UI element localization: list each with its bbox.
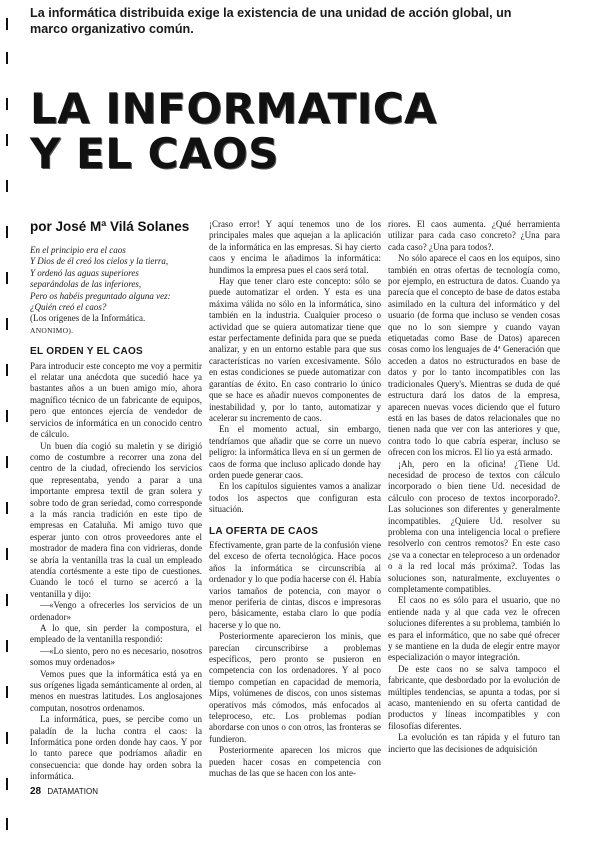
article-headline <box>30 86 550 176</box>
paragraph: Posteriormente aparecieron los minis, que parecían circunscribirse a problemas específicos, pero pronto se pusieron en competencia con los ordenadores. Y al poco tiempo competían en capacidad de memoria, Mips, volúmenes de discos, con unos sistemas operativos más cómodos, más enfocados al teleproceso, etc. Los problemas podían abordarse con unos o con otros, las fronteras se fundieron. <box>209 631 381 744</box>
paragraph: A lo que, sin perder la compostura, el empleado de la ventanilla respondió: <box>30 623 202 645</box>
paragraph: Un buen día cogió su maletín y se dirigió como de costumbre a recorrer una zona del centro de la ciudad, ofreciendo los servicios que representaba, yendo a parar a una importante empresa textil de gran solera y sobre todo de gran seriedad, como corresponde a la más rancia tradición en este tipo de empresas en Cataluña. Mi amigo tuvo que esperar junto con otros proveedores ante el mostrador de madera fina con vidrieras, donde se abría la ventanilla tras la cual un empleado atendía cortésmente a este tipo de cuestiones. Cuando le tocó el turno se acercó a la ventanilla y dijo: <box>30 440 202 599</box>
margin-mark <box>6 456 8 468</box>
column-2 <box>209 219 381 780</box>
paragraph: ¡Craso error! Y aquí tenemos uno de los principales males que aquejan a la aplicación de la informática en las empresas. Si hay cierto caos y encima le añadimos la informática: hundimos la empresa pues el caos será total. <box>209 219 381 275</box>
margin-mark <box>6 778 8 790</box>
paragraph: —«Lo siento, pero no es necesario, nosotros somos muy ordenados» <box>30 645 202 668</box>
margin-mark <box>6 180 8 192</box>
margin-mark <box>6 98 8 110</box>
paragraph: —«Vengo a ofrecerles los servicios de un ordenador» <box>30 600 202 622</box>
paragraph: La evolución es tan rápida y el futuro tan incierto que las decisiones de adquisición <box>388 732 560 754</box>
margin-mark <box>6 18 8 30</box>
epigraph <box>30 245 202 313</box>
margin-mark <box>6 640 8 652</box>
paragraph: La informática, pues, se percibe como un paladín de la lucha contra el caos: la Informática pone orden donde hay caos. Y por lo tanto parece que podríamos añadir en consecuencia: que donde hay orden sobra la informática. <box>30 714 202 782</box>
paragraph: El caos no es sólo para el usuario, que no entiende nada y al que cada vez le ofrecen soluciones diferentes a su problema, también lo es para el informático, que no sabe qué ofrecer y se mantiene en la duda de elegir entre mayor especialización o mayor integración. <box>388 595 560 663</box>
column-1 <box>30 245 202 783</box>
epigraph-line: En el principio era el caos <box>30 245 126 255</box>
paragraph: Hay que tener claro este concepto: sólo se puede automatizar el orden. Y esta es una máxima válida no sólo en la informática, sino también en la industria. Cualquier proceso o actividad que se quiera automatizar tiene que estar perfectamente definida para que se pueda analizar, y en un entorno estable para que sus características no varíen excesivamente. Sólo en estas condiciones se puede automatizar con garantías de éxito. En caso contrario lo único que se hace es añadir nuevos componentes de inestabilidad y, por lo tanto, automatizar y acelerar su incremento de caos. <box>209 276 381 423</box>
page-footer <box>30 786 98 797</box>
paragraph: En los capítulos siguientes vamos a analizar todos los aspectos que configuran esta situación. <box>209 481 381 515</box>
margin-mark <box>6 272 8 284</box>
epigraph-line: ¿Quién creó el caos? <box>30 302 107 313</box>
epigraph-line: Pero os habéis preguntado alguna vez: <box>30 290 171 301</box>
margin-mark <box>6 548 8 560</box>
paragraph: ¡Ah, pero en la oficina! ¿Tiene Ud. necesidad de proceso de textos con cálculo incorporado o bien tiene Ud. necesidad de cálculo con proceso de textos incorporado?. Las soluciones son diferentes y generalmente incompatibles. ¿Quiere Ud. resolver su problema con una inteligencia local o prefiere resolverlo con centros remotos? En este caso ¿se va a conectar en teleproceso a un ordenador o a la red local más próxima?. Todas las soluciones son, naturalmente, excluyentes o completamente compatibles. <box>388 458 560 594</box>
margin-mark <box>6 52 8 64</box>
margin-mark <box>6 594 8 606</box>
margin-mark <box>6 364 8 376</box>
column-3 <box>388 219 560 755</box>
publication-name: DATAMATION <box>47 787 99 796</box>
section-heading: EL ORDEN Y EL CAOS <box>30 346 144 358</box>
paragraph: Vemos pues que la informática está ya en sus orígenes ligada semánticamente al orden, al menos en nuestras latitudes. Los anglosajones computan, nosotros ordenamos. <box>30 668 202 713</box>
margin-marks <box>6 0 10 841</box>
margin-mark <box>6 410 8 422</box>
margin-mark <box>6 318 8 330</box>
page-number: 28 <box>30 786 42 797</box>
paragraph: Para introducir este concepto me voy a permitir el relatar una anécdota que sucedió hace ya bastantes años a un buen amigo mío, ahora magnífico técnico de un fabricante de equipos, pero que entonces ejercía de vendedor de servicios de informática en un conocido centro de cálculo. <box>30 360 202 440</box>
margin-mark <box>6 134 8 146</box>
margin-mark <box>6 818 8 830</box>
paragraph: No sólo aparece el caos en los equipos, sino también en otras ofertas de tecnología como, por ejemplo, en estructura de datos. Cuando ya parecía que el concepto de base de datos estaba asimilado en la cultura del informático y del usuario (de forma que incluso se venden cosas que no lo son siempre y cuando vayan etiquetadas como Base de Datos) aparecen cosas como los lenguajes de 4ª Generación que acceden a datos no estructurados en base de datos y por lo tanto incompatibles con las tradicionales Query's. Mientras se duda de qué estructura dará los datos de la empresa, aparecen nuevas voces diciendo que el futuro está en las bases de datos relacionales que no tienen nada que ver con las anteriores y que, contra todo lo que cabría esperar, incluso se ofrecen con los micros. El lío ya está armado. <box>388 253 560 458</box>
margin-mark <box>6 732 8 744</box>
epigraph-source-title: (Los orígenes de la Informática. <box>30 313 146 324</box>
margin-mark <box>6 686 8 698</box>
paragraph: En el momento actual, sin embargo, tendríamos que añadir que se corre un nuevo peligro: la informática lleva en sí un germen de caos de forma que incluso aplicado donde hay orden puede generar caos. <box>209 424 381 480</box>
paragraph: riores. El caos aumenta. ¿Qué herramienta utilizar para cada caso concreto? ¿Una para cada caso? ¿Una para todos?. <box>388 219 560 252</box>
margin-mark <box>6 226 8 238</box>
byline: por José Mª Vilá Solanes <box>30 219 190 234</box>
epigraph-source <box>30 313 202 336</box>
section-heading: LA OFERTA DE CAOS <box>209 525 319 537</box>
paragraph: Efectivamente, gran parte de la confusión viene del exceso de oferta tecnológica. Hace pocos años la informática se circunscribía al ordenador y lo que podía hacerse con él. Había varios tamaños de potencia, con mayor o menor periferia de cintas, discos e impresoras pero, básicamente, estaba claro lo que podía hacerse y lo que no. <box>209 539 381 630</box>
headline-line-2: Y EL CAOS <box>30 129 279 178</box>
margin-mark <box>6 502 8 514</box>
epigraph-line: Y ordenó las aguas superiores <box>30 267 139 278</box>
paragraph: Posteriormente aparecen los micros que pueden hacer cosas en competencia con muchas de las que se hacen con los ante- <box>209 745 381 779</box>
paragraph: De este caos no se salva tampoco el fabricante, que desbordado por la evolución de múltiples tendencias, se apunta a todas, por si acaso, manteniendo en su oferta cantidad de productos y líneas incompatibles y con filosofías diferentes. <box>388 663 560 731</box>
epigraph-line: separándolas de las inferiores, <box>30 279 142 290</box>
headline-line-1: LA INFORMATICA <box>30 84 438 133</box>
epigraph-author: ANONIMO). <box>30 325 74 335</box>
epigraph-line: Y Dios de él creó los cielos y la tierra, <box>30 256 169 267</box>
deck-subtitle: La informática distribuida exige la existencia de una unidad de acción global, un marco organizativo común. <box>30 6 512 36</box>
